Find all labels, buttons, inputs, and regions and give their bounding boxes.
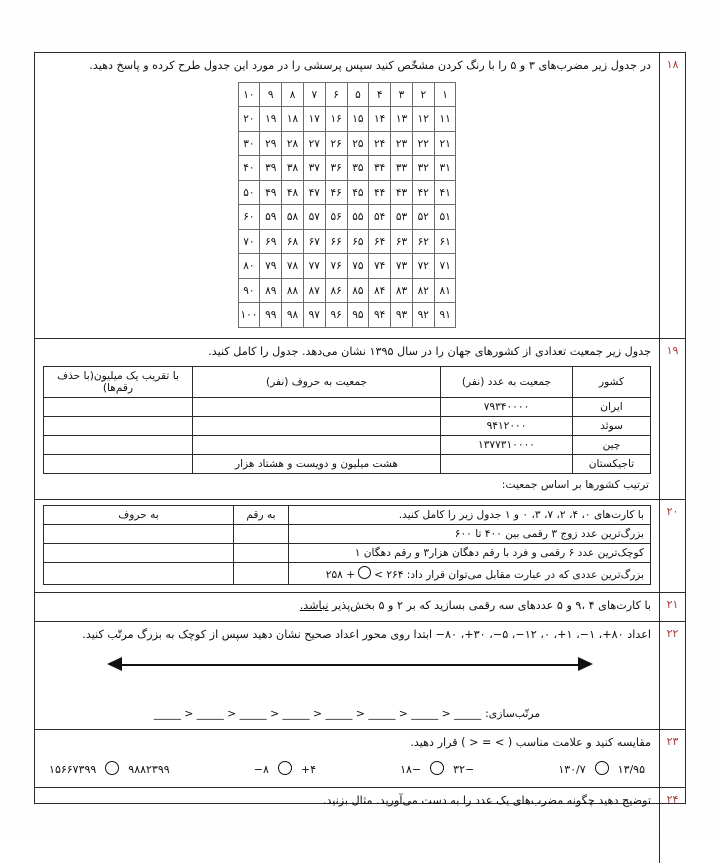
arrow-right-icon	[578, 657, 593, 671]
hundred-chart-row	[238, 278, 456, 303]
country-cell: ایران	[573, 397, 651, 416]
hundred-chart-cell[interactable]: ۶۶	[325, 229, 347, 254]
population-table-header-row	[44, 366, 651, 397]
hundred-chart-cell[interactable]: ۴۳	[391, 180, 413, 205]
hundred-chart-cell[interactable]: ۹۷	[303, 303, 325, 328]
hundred-chart-row	[238, 229, 456, 254]
hundred-chart-cell[interactable]: ۳۴	[369, 156, 391, 181]
comparison-circle-icon[interactable]	[430, 761, 444, 775]
hundred-chart-cell[interactable]: ۱۷	[303, 107, 325, 132]
hundred-chart-cell[interactable]: ۲۹	[260, 131, 282, 156]
hundred-chart-cell[interactable]: ۸۸	[282, 278, 304, 303]
comparison-item[interactable]	[400, 761, 474, 776]
population-approx-cell[interactable]	[44, 454, 193, 473]
hundred-chart-cell[interactable]: ۵۲	[412, 205, 434, 230]
comparison-item[interactable]	[254, 761, 316, 776]
header-country: کشور	[573, 366, 651, 397]
hundred-chart-cell[interactable]: ۴۴	[369, 180, 391, 205]
circle-blank-icon	[358, 566, 371, 579]
hundred-chart-cell[interactable]: ۸۱	[434, 278, 456, 303]
population-digits-cell[interactable]: ۱۳۷۷۳۱۰۰۰۰	[441, 435, 573, 454]
hundred-chart-cell[interactable]: ۷۵	[347, 254, 369, 279]
worksheet-sheet	[34, 52, 686, 807]
hundred-chart-cell[interactable]: ۹۰	[238, 278, 260, 303]
comparison-left-value: ۹۸۸۲۳۹۹	[128, 762, 170, 776]
question-number-21: ۲۱	[659, 593, 685, 622]
cards-desc-3	[289, 562, 651, 584]
hundred-chart-cell[interactable]: ۷	[303, 82, 325, 107]
country-cell: تاجیکستان	[573, 454, 651, 473]
question-number-23: ۲۳	[659, 730, 685, 787]
hundred-chart-cell[interactable]: ۱۳	[391, 107, 413, 132]
hundred-chart-cell[interactable]: ۶۴	[369, 229, 391, 254]
hundred-chart-cell[interactable]: ۹۹	[260, 303, 282, 328]
hundred-chart-cell[interactable]: ۸	[282, 82, 304, 107]
question-row-20	[35, 500, 685, 593]
question-21-text-underlined: نباشد.	[299, 598, 329, 612]
header-population-approx: با تقریب یک میلیون(با حذف رقم‌ها)	[44, 366, 193, 397]
header-to-words: به حروف	[44, 505, 234, 524]
hundred-chart-cell[interactable]: ۳۶	[325, 156, 347, 181]
hundred-chart-cell[interactable]: ۶	[325, 82, 347, 107]
question-21-text-before: با کارت‌های ۴ ،۹ و ۵ عددهای سه رقمی بسازید که بر ۲ و ۵ بخش‌پذیر	[328, 598, 651, 612]
hundred-chart-table[interactable]	[238, 82, 457, 328]
question-number-18: ۱۸	[659, 53, 685, 338]
question-row-21	[35, 593, 685, 623]
hundred-chart-cell[interactable]: ۳۰	[238, 131, 260, 156]
population-digits-cell[interactable]: ۹۴۱۲۰۰۰	[441, 416, 573, 435]
hundred-chart-cell[interactable]: ۷۸	[282, 254, 304, 279]
hundred-chart-cell[interactable]: ۶۰	[238, 205, 260, 230]
hundred-chart-cell[interactable]: ۳۷	[303, 156, 325, 181]
table-row	[44, 454, 651, 473]
hundred-chart-cell[interactable]: ۳۲	[412, 156, 434, 181]
cards-desc-3-suffix: + ۲۵۸	[325, 568, 356, 581]
hundred-chart-cell[interactable]: ۷۲	[412, 254, 434, 279]
hundred-chart-cell[interactable]: ۶۳	[391, 229, 413, 254]
hundred-chart-row	[238, 254, 456, 279]
hundred-chart-row	[238, 131, 456, 156]
hundred-chart-cell[interactable]: ۴	[369, 82, 391, 107]
country-cell: سوئد	[573, 416, 651, 435]
comparison-left-value: ۱۳/۹۵	[617, 762, 645, 776]
question-body-22	[35, 622, 659, 729]
comparison-circle-icon[interactable]	[278, 761, 292, 775]
question-row-22	[35, 622, 685, 730]
hundred-chart-row	[238, 82, 456, 107]
hundred-chart-cell[interactable]: ۹۵	[347, 303, 369, 328]
comparison-left-value: −۳۲	[453, 762, 475, 776]
hundred-chart-cell[interactable]: ۹۴	[369, 303, 391, 328]
cards-answer-digit-3[interactable]	[234, 562, 289, 584]
cards-answer-words-2[interactable]	[44, 543, 234, 562]
hundred-chart-row	[238, 303, 456, 328]
header-population-digits: جمعیت به عدد (نفر)	[441, 366, 573, 397]
cards-table-row	[44, 562, 651, 584]
hundred-chart-cell[interactable]: ۴۹	[260, 180, 282, 205]
hundred-chart-cell[interactable]: ۷۶	[325, 254, 347, 279]
number-line	[121, 664, 579, 666]
question-row-23	[35, 730, 685, 788]
hundred-chart-cell[interactable]: ۱۸	[282, 107, 304, 132]
population-table	[43, 366, 651, 474]
hundred-chart-cell[interactable]: ۹۲	[412, 303, 434, 328]
comparison-circle-icon[interactable]	[105, 761, 119, 775]
hundred-chart-cell[interactable]: ۹۶	[325, 303, 347, 328]
hundred-chart-cell[interactable]: ۲۲	[412, 131, 434, 156]
hundred-chart-cell[interactable]: ۴۰	[238, 156, 260, 181]
question-body-18	[35, 53, 659, 338]
hundred-chart-cell[interactable]: ۳۳	[391, 156, 413, 181]
population-digits-cell[interactable]	[441, 454, 573, 473]
cards-desc-3-prefix: بزرگ‌ترین عددی که در عبارت مقابل می‌توان قرار داد: ۲۶۴ >	[374, 568, 644, 581]
hundred-chart-cell[interactable]: ۷۰	[238, 229, 260, 254]
hundred-chart-cell[interactable]: ۱۶	[325, 107, 347, 132]
hundred-chart-cell[interactable]: ۹۱	[434, 303, 456, 328]
comparison-right-value: ۸−	[253, 762, 269, 776]
population-approx-cell[interactable]	[44, 397, 193, 416]
hundred-chart-cell[interactable]: ۳	[391, 82, 413, 107]
hundred-chart-cell[interactable]: ۸۳	[391, 278, 413, 303]
hundred-chart-row	[238, 156, 456, 181]
hundred-chart-cell[interactable]: ۳۱	[434, 156, 456, 181]
hundred-chart-wrapper	[43, 82, 651, 328]
hundred-chart-cell[interactable]: ۵۰	[238, 180, 260, 205]
hundred-chart-cell[interactable]: ۶۲	[412, 229, 434, 254]
hundred-chart-row	[238, 205, 456, 230]
hundred-chart-cell[interactable]: ۸۹	[260, 278, 282, 303]
number-line-area[interactable]	[43, 650, 651, 722]
hundred-chart-cell[interactable]: ۱	[434, 82, 456, 107]
hundred-chart-cell[interactable]: ۱۰	[238, 82, 260, 107]
population-words-cell[interactable]	[193, 416, 441, 435]
question-body-20	[35, 500, 659, 592]
hundred-chart-cell[interactable]: ۱۱	[434, 107, 456, 132]
hundred-chart-cell[interactable]: ۲۵	[347, 131, 369, 156]
hundred-chart-cell[interactable]: ۸۵	[347, 278, 369, 303]
hundred-chart-cell[interactable]: ۵۴	[369, 205, 391, 230]
hundred-chart-cell[interactable]: ۸۰	[238, 254, 260, 279]
hundred-chart-cell[interactable]: ۴۵	[347, 180, 369, 205]
table-row	[44, 435, 651, 454]
comparison-right-value: ۱۵۶۶۷۳۹۹	[49, 762, 97, 776]
comparison-circle-icon[interactable]	[595, 761, 609, 775]
population-approx-cell[interactable]	[44, 435, 193, 454]
question-number-24: ۲۴	[659, 788, 685, 863]
population-table-body	[44, 397, 651, 473]
cards-table-row	[44, 543, 651, 562]
population-words-cell[interactable]	[193, 435, 441, 454]
hundred-chart-cell[interactable]: ۲۱	[434, 131, 456, 156]
ordering-label: مرتّب‌سازی:	[485, 707, 541, 721]
hundred-chart-cell[interactable]: ۵۸	[282, 205, 304, 230]
hundred-chart-cell[interactable]: ۵۳	[391, 205, 413, 230]
hundred-chart-cell[interactable]: ۴۸	[282, 180, 304, 205]
question-number-20: ۲۰	[659, 500, 685, 592]
hundred-chart-cell[interactable]: ۷۱	[434, 254, 456, 279]
hundred-chart-cell[interactable]: ۹	[260, 82, 282, 107]
hundred-chart-cell[interactable]: ۵۹	[260, 205, 282, 230]
hundred-chart-cell[interactable]: ۸۲	[412, 278, 434, 303]
comparison-item[interactable]	[558, 761, 645, 776]
question-body-19	[35, 339, 659, 499]
hundred-chart-cell[interactable]: ۲۸	[282, 131, 304, 156]
population-words-cell[interactable]	[193, 397, 441, 416]
hundred-chart-cell[interactable]: ۵۱	[434, 205, 456, 230]
comparison-right-value: ۱۳۰/۷	[558, 762, 586, 776]
comparison-row	[43, 761, 651, 780]
hundred-chart-cell[interactable]: ۲	[412, 82, 434, 107]
question-prompt-23: مقایسه کنید و علامت مناسب ( > = < ) قرار دهید.	[410, 736, 651, 750]
population-approx-cell[interactable]	[44, 416, 193, 435]
hundred-chart-cell[interactable]: ۲۶	[325, 131, 347, 156]
hundred-chart-cell[interactable]: ۳۵	[347, 156, 369, 181]
hundred-chart-cell[interactable]: ۸۶	[325, 278, 347, 303]
hundred-chart-cell[interactable]: ۵۷	[303, 205, 325, 230]
cards-table-row	[44, 524, 651, 543]
header-to-digit: به رقم	[234, 505, 289, 524]
hundred-chart-row	[238, 180, 456, 205]
hundred-chart-cell[interactable]: ۷۴	[369, 254, 391, 279]
hundred-chart-cell[interactable]: ۶۷	[303, 229, 325, 254]
hundred-chart-cell[interactable]: ۱۹	[260, 107, 282, 132]
hundred-chart-cell[interactable]: ۲۷	[303, 131, 325, 156]
hundred-chart-cell[interactable]: ۲۳	[391, 131, 413, 156]
country-cell: چین	[573, 435, 651, 454]
question-body-21	[35, 593, 659, 622]
question-number-22: ۲۲	[659, 622, 685, 729]
ordering-blanks-row[interactable]	[45, 707, 649, 720]
question-body-23	[35, 730, 659, 787]
population-digits-cell[interactable]: ۷۹۳۴۰۰۰۰	[441, 397, 573, 416]
hundred-chart-row	[238, 107, 456, 132]
hundred-chart-cell[interactable]: ۴۶	[325, 180, 347, 205]
hundred-chart-cell[interactable]: ۶۵	[347, 229, 369, 254]
cards-answer-digit-2[interactable]	[234, 543, 289, 562]
hundred-chart-cell[interactable]: ۷۳	[391, 254, 413, 279]
answer-space-24[interactable]	[43, 810, 651, 856]
question-prompt-22: اعداد ۸۰+، ۱−، ۱+، ۰، ۱۲−، ۵−، ۳۰+، ۸۰− ابتدا روی محور اعداد صحیح نشان دهید سپس از کوچک به بزرگ مرتّب کنید.	[82, 628, 651, 642]
question-prompt-24: توضیح دهید چگونه مضرب‌های یک عدد را به دست می‌آورید. مثال بزنید.	[322, 793, 651, 807]
hundred-chart-cell[interactable]: ۵	[347, 82, 369, 107]
cards-answer-digit-1[interactable]	[234, 524, 289, 543]
hundred-chart-cell[interactable]: ۱۵	[347, 107, 369, 132]
header-population-words: جمعیت به حروف (نفر)	[193, 366, 441, 397]
hundred-chart-cell[interactable]: ۳۹	[260, 156, 282, 181]
hundred-chart-cell[interactable]: ۹۸	[282, 303, 304, 328]
hundred-chart-cell[interactable]: ۵۵	[347, 205, 369, 230]
question-number-19: ۱۹	[659, 339, 685, 499]
hundred-chart-cell[interactable]: ۹۳	[391, 303, 413, 328]
hundred-chart-cell[interactable]: ۸۷	[303, 278, 325, 303]
hundred-chart-cell[interactable]: ۵۶	[325, 205, 347, 230]
hundred-chart-cell[interactable]: ۷۷	[303, 254, 325, 279]
question-row-24	[35, 788, 685, 863]
comparison-left-value: ۴+	[300, 762, 317, 776]
hundred-chart-cell[interactable]: ۶۹	[260, 229, 282, 254]
question-row-18	[35, 53, 685, 339]
cards-table-header-row	[44, 505, 651, 524]
cards-desc-1: بزرگ‌ترین عدد زوج ۳ رقمی بین ۴۰۰ تا ۶۰۰	[289, 524, 651, 543]
hundred-chart-cell[interactable]: ۴۱	[434, 180, 456, 205]
hundred-chart-cell[interactable]: ۶۱	[434, 229, 456, 254]
hundred-chart-cell[interactable]: ۱۲	[412, 107, 434, 132]
cards-desc-2: کوچک‌ترین عدد ۶ رقمی و فرد با رقم دهگان هزار۳ و رقم دهگان ۱	[289, 543, 651, 562]
hundred-chart-cell[interactable]: ۱۴	[369, 107, 391, 132]
hundred-chart-cell[interactable]: ۸۴	[369, 278, 391, 303]
hundred-chart-cell[interactable]: ۴۷	[303, 180, 325, 205]
hundred-chart-cell[interactable]: ۱۰۰	[238, 303, 260, 328]
population-words-cell[interactable]: هشت میلیون و دویست و هشتاد هزار	[193, 454, 441, 473]
arrow-left-icon	[107, 657, 122, 671]
cards-answer-words-1[interactable]	[44, 524, 234, 543]
question-prompt-19: جدول زیر جمعیت تعدادی از کشورهای جهان را در سال ۱۳۹۵ نشان می‌دهد. جدول را کامل کنید.	[208, 344, 651, 358]
table-row	[44, 416, 651, 435]
hundred-chart-cell[interactable]: ۷۹	[260, 254, 282, 279]
hundred-chart-cell[interactable]: ۳۸	[282, 156, 304, 181]
ordering-blanks[interactable]: _____ < _____ < _____ < _____ < _____ < _____ < _____ < _____	[153, 707, 482, 721]
country-ordering-label: ترتیب کشورها بر اساس جمعیت:	[501, 477, 649, 491]
question-prompt-18: در جدول زیر مضرب‌های ۳ و ۵ را با رنگ کردن مشخّص کنید سپس پرسشی را در مورد این جدول طرح کرده و پاسخ دهید.	[89, 59, 651, 72]
table-row	[44, 397, 651, 416]
question-row-19	[35, 339, 685, 500]
cards-table	[43, 505, 651, 585]
hundred-chart-cell[interactable]: ۶۸	[282, 229, 304, 254]
comparison-item[interactable]	[49, 761, 170, 776]
question-body-24	[35, 788, 659, 863]
comparison-right-value: −۱۸	[400, 762, 422, 776]
hundred-chart-cell[interactable]: ۴۲	[412, 180, 434, 205]
cards-prompt: با کارت‌های ۰، ۴، ۲، ۷، ۳، ۰ و ۱ جدول زیر را کامل کنید.	[289, 505, 651, 524]
question-prompt-21	[43, 598, 651, 615]
hundred-chart-cell[interactable]: ۲۰	[238, 107, 260, 132]
hundred-chart-cell[interactable]: ۲۴	[369, 131, 391, 156]
cards-answer-words-3[interactable]	[44, 562, 234, 584]
